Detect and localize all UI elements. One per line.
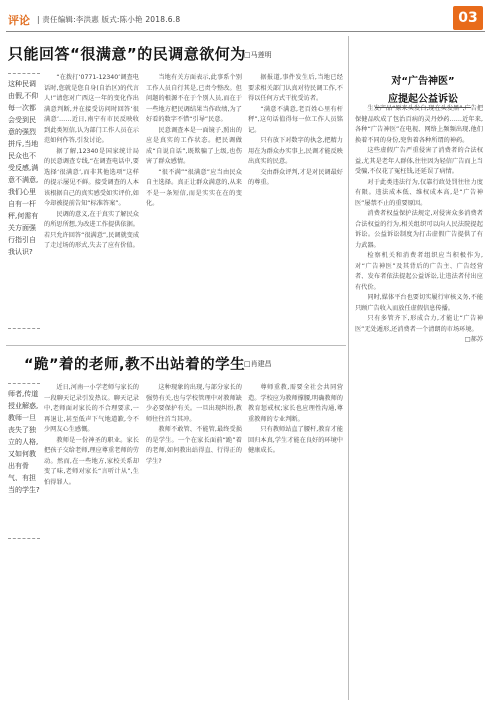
paragraph: 消费者权益保护法规定,对侵害众多消费者合法权益的行为,相关组织可以向人民法院提起诉讼。公益诉讼制度为打击虚假广告提供了有力武器。 bbox=[355, 210, 483, 249]
paragraph: 民调的意义,在于真实了解民众的所思所想,为改进工作提供依据。若只允许回答“很满意”,民调就变成了走过场的形式,失去了应有价值。 bbox=[44, 210, 139, 249]
article2-col3 bbox=[248, 383, 343, 698]
article2-sidebar: 师者,传道授业解惑,教师一旦丧失了独立的人格,又如何教出有骨气、有担当的学生? bbox=[8, 383, 40, 539]
article-divider bbox=[6, 345, 346, 346]
article1-byline: □马莲明 bbox=[244, 51, 272, 59]
paragraph: 只有教师站直了腰杆,教育才能回归本真,学生才能在良好的环境中健康成长。 bbox=[248, 426, 343, 454]
article3-heading bbox=[375, 72, 471, 108]
article3-byline: □郝苏 bbox=[464, 336, 483, 343]
article3-body bbox=[355, 104, 483, 698]
editor-meta: | 责任编辑:李洪惠 版式:陈小艳 2018.6.8 bbox=[37, 15, 181, 24]
article2-title: “跪”着的老师,教不出站着的学生 bbox=[24, 357, 246, 373]
paragraph: 生发产品“原来头发白,现在头发黑”,广告把保健品吹成了包治百病的灵丹妙药……近年来,各种“广告神医”在电视、网络上频频出现,他们换着不同的身份,兜售着各种所谓的神药。 bbox=[355, 105, 483, 144]
section-brand: 评论 bbox=[8, 14, 30, 27]
paragraph: 据报道,事件发生后,当地已经要求相关部门认真对待民调工作,不得以任何方式干扰受访者。 bbox=[248, 74, 343, 102]
column-divider bbox=[348, 36, 349, 700]
paragraph: 尊师重教,需要全社会共同营造。学校应为教师撑腰,明确教师的教育惩戒权;家长也应理性沟通,尊重教师的专业判断。 bbox=[248, 384, 343, 423]
article2-byline: □肖建昌 bbox=[244, 360, 272, 368]
paragraph: 只有放下对数字的执念,把精力用在为群众办实事上,民调才能反映出真实的民意。 bbox=[248, 137, 343, 165]
article1-sidebar: 这种民调由假,不仰每一次都会受到民意的强烈拼斥,当地民众也不受反感,满意不满意,我们心里自有一杆秤,何需有关方面强行指引自我认识? bbox=[8, 73, 40, 329]
paragraph: 这种现象的出现,与部分家长的强势有关,也与学校管理中对教师缺少必要保护有关。一旦出现纠纷,教师往往首当其冲。 bbox=[146, 384, 242, 423]
page-number-badge: 03 bbox=[453, 6, 483, 30]
paragraph: 近日,河南一小学老师与家长的一段聊天记录引发热议。聊天记录中,老师面对家长的不合理要求,一再退让,甚至低声下气地道歉,令不少网友心生感慨。 bbox=[44, 384, 139, 433]
page-header bbox=[0, 0, 491, 34]
paragraph: “很不满”“很满意”应当由民众自主选择。真正让群众满意的,从来不是一条短信,而是实实在在的变化。 bbox=[146, 168, 242, 207]
article3-title-line2: 应提起公益诉讼 bbox=[388, 94, 458, 105]
paragraph: 教师不敢管、不能管,最终受损的是学生。一个在家长面前“跪”着的老师,如何教出站得直、行得正的学生? bbox=[146, 426, 242, 465]
article1-col1 bbox=[44, 73, 139, 339]
paragraph: “在拨打‘0771-12340’调查电话时,您就是您自身(自治区)的代言人!”请您对广西这一年的变化作出满意判断,并在接受访问时回答‘很满意’……近日,南宁有市民反映收到此类短信,认为部门工作人员在示范如何作答,引发讨论。 bbox=[44, 74, 139, 144]
paragraph: 对于此类违法行为,仅靠行政处罚往往力度有限。违法成本低、维权成本高,是“广告神医”屡禁不止的重要原因。 bbox=[355, 178, 483, 207]
paragraph: 当地有关方面表示,此事系个别工作人员自行其是,已责令整改。但问题的根源不在于个别人员,而在于一些地方把民调结果当作政绩,为了好看的数字不惜“引导”民意。 bbox=[146, 74, 242, 123]
article1-col2 bbox=[146, 73, 242, 339]
paragraph: 检察机关和消费者组织应当积极作为,对“广告神医”及其背后的广告主、广告经营者、发布者依法提起公益诉讼,让违法者付出应有代价。 bbox=[355, 252, 483, 291]
paragraph: 这些虚假广告严重侵害了消费者的合法权益,尤其是老年人群体,往往因为轻信广告而上当受骗,不仅花了冤枉钱,还延误了病情。 bbox=[355, 147, 483, 175]
paragraph: “满意不满意,老百姓心里有杆秤”,这句话值得每一位工作人员铭记。 bbox=[248, 105, 343, 134]
paragraph: 据了解,12340是国家统计局的民意调查专线,“在调查电话中,要选择‘很满意’,而非其他选项”这样的提示屡见不鲜。接受调查的人本该根据自己的真实感受如实评价,如今却被提前告知“标准答案”。 bbox=[44, 147, 139, 207]
article3-title-line1: 对“广告神医” bbox=[391, 76, 455, 87]
paragraph: 交由群众评判,才是对民调最好的尊重。 bbox=[248, 168, 343, 186]
paragraph: 民意调查本是一面镜子,照出的应是真实的工作状态。把民调做成“自说自话”,既欺骗了上级,也伤害了群众感情。 bbox=[146, 126, 242, 165]
paragraph: 只有多管齐下,形成合力,才能让“广告神医”无处遁形,还消费者一个清朗的市场环境。 bbox=[355, 315, 483, 333]
paragraph: 教师是一份神圣的职业。家长把孩子交给老师,理应尊重老师的劳动。然而,在一些地方,家校关系却变了味,老师对家长“言听计从”,生怕得罪人。 bbox=[44, 436, 139, 486]
article2-col2 bbox=[146, 383, 242, 698]
paragraph: 同时,媒体平台也要切实履行审核义务,不能只顾广告收入而放任虚假信息传播。 bbox=[355, 294, 483, 312]
header-divider bbox=[6, 31, 485, 32]
article1-col3 bbox=[248, 73, 343, 339]
article2-col1 bbox=[44, 383, 139, 698]
article1-title: 只能回答“很满意”的民调意欲何为 bbox=[8, 45, 246, 63]
